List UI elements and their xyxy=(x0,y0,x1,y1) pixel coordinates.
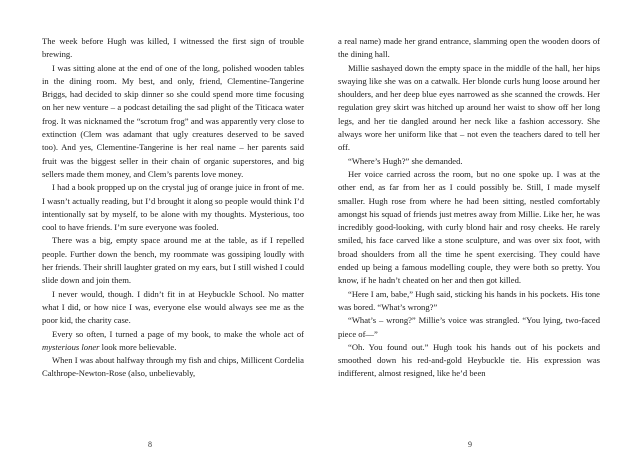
paragraph: Her voice carried across the room, but no one spoke up. I was at the other end, as far from her as I could possibly be. Still, I made myself smaller. Hugh rose from where he had been sitting, nestled comfortably amongst his squad of friends just metres away from Millie. Like her, he was incredibly good-looking, with curly blond hair and rosy cheeks. He rarely smiled, his face carved like a stone sculpture, and was over six foot, with broad shoulders from all the time he spent exercising. They could have ended up being a famous modelling couple, they were both so pretty. You know, if he hadn’t cheated on her and then got killed. xyxy=(338,168,600,286)
paragraph: There was a big, empty space around me at the table, as if I repelled people. Further down the bench, my roommate was gossiping loudly with her friends. Their shrill laughter grated on my ears, but I still wished I could slide down and join them. xyxy=(42,235,304,286)
page-number: 9 xyxy=(468,440,472,449)
paragraph: “Oh. You found out.” Hugh took his hands out of his pockets and smoothed down his red-and-gold Heybuckle tie. His expression was indifferent, almost resigned, like he’d been xyxy=(338,341,600,379)
paragraph: I had a book propped up on the crystal jug of orange juice in front of me. I wasn’t actually reading, but I’d brought it along so people would think I’d intentionally sat by myself, to be alone with my thoughts. Mysterious, too cool to have friends. I’m sure everyone was fooled. xyxy=(42,182,304,233)
paragraph: “What’s – wrong?” Millie’s voice was strangled. “You lying, two-faced piece of—” xyxy=(338,315,600,339)
page-number: 8 xyxy=(148,440,152,449)
paragraph: “Here I am, babe,” Hugh said, sticking his hands in his pockets. His tone was bored. “What’s wrong?” xyxy=(338,288,600,312)
paragraph: When I was about halfway through my fish and chips, Millicent Cordelia Calthrope-Newton-Rose (also, unbelievably, xyxy=(42,355,304,379)
paragraph-text: Every so often, I turned a page of my book, to make the whole act of xyxy=(52,328,304,339)
paragraph: I never would, though. I didn’t fit in at Heybuckle School. No matter what I did, or how nice I was, everyone else would always see me as the poor kid, the charity case. xyxy=(42,288,304,326)
left-page-text xyxy=(42,35,304,381)
paragraph: a real name) made her grand entrance, slamming open the wooden doors of the dining hall. xyxy=(338,36,600,60)
emphasis-text: mysterious loner xyxy=(42,341,100,352)
right-page-text xyxy=(338,35,600,381)
paragraph: I was sitting alone at the end of one of the long, polished wooden tables in the dining room. My best, and only, friend, Clementine-Tangerine Briggs, had decided to skip dinner so she could spend more time focusing on her new venture – a podcast detailing the sad plight of the Titicaca water frog. It was nicknamed the “scrotum frog” and was apparently very close to extinction (Clem was adamant that ugly creatures deserved to be saved too). And yes, Clementine-Tangerine is her real name – her parents said fruit was the biggest seller in their chain of organic superstores, and big sellers made them money, and Clem’s parents love money. xyxy=(42,62,304,179)
right-page xyxy=(320,0,640,467)
paragraph-text: look more believable. xyxy=(99,341,177,352)
paragraph: “Where’s Hugh?” she demanded. xyxy=(348,155,463,166)
paragraph: The week before Hugh was killed, I witnessed the first sign of trouble brewing. xyxy=(42,36,304,60)
paragraph: Millie sashayed down the empty space in the middle of the hall, her hips swaying like she was on a catwalk. Her blonde curls hung loose around her shoulders, and her deep blue eyes narrowed as she scanned the crowds. Her regulation grey skirt was hitched up around her waist to show off her long legs, and her tie dangled around her neck like a fashion accessory. She always wore her uniform like that – not even the teachers dared to tell her off. xyxy=(338,62,600,153)
paragraph xyxy=(42,328,304,355)
